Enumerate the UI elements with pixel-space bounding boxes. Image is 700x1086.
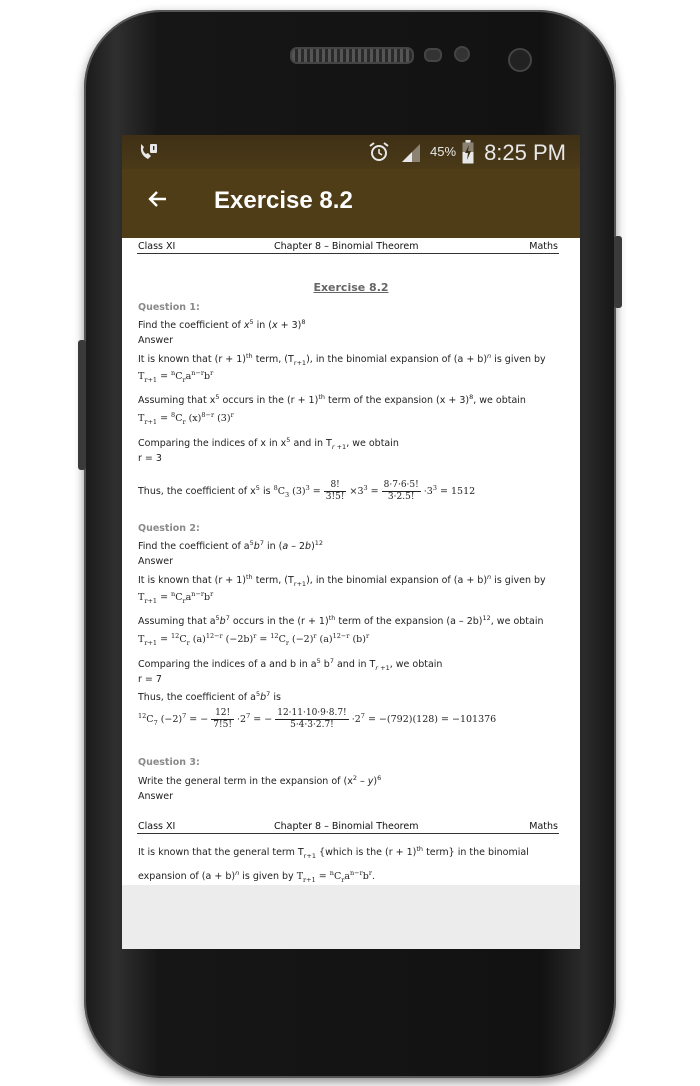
answer-3-label: Answer xyxy=(138,791,173,802)
app-bar xyxy=(122,169,580,238)
call-voicemail-icon xyxy=(138,143,158,161)
proximity-sensor xyxy=(424,48,442,62)
status-bar xyxy=(122,135,580,169)
q1-compare-line: Comparing the indices of x in $x^5$ and in $T_{r +1}$, we obtain xyxy=(138,436,399,452)
question-1-label: Question 1: xyxy=(138,302,200,313)
doc-header-chapter: Chapter 8 – Binomial Theorem xyxy=(274,241,419,252)
doc-header-chapter-2: Chapter 8 – Binomial Theorem xyxy=(274,821,419,832)
exercise-title: Exercise 8.2 xyxy=(313,281,389,294)
doc-header xyxy=(137,241,559,254)
question-2-text: Find the coefficient of $a^5b^7$ in (a – 2b)$^{12}$ xyxy=(138,539,324,553)
light-sensor xyxy=(454,46,470,62)
doc-header-class: Class XI xyxy=(138,241,176,252)
q1-result-line: Thus, the coefficient of $x^5$ is $^8C_3$ $(3)^3$ = $\frac{8!}{3!5!}$ $\times 3^3$ = $\frac{8\cdot 7\cdot 6\cdot 5!}{3\cdot 2.5!}$ $\cdot 3^3 = 1512$ xyxy=(138,480,476,502)
q1-known-line: It is known that $(r + 1)^{th}$ term, $(T_{r+1})$, in the binomial expansion of $(a + b)^n$ is given by xyxy=(138,352,546,368)
question-2-label: Question 2: xyxy=(138,523,200,534)
screen xyxy=(122,135,580,949)
battery-percent: 45% xyxy=(430,144,457,159)
answer-2-label: Answer xyxy=(138,556,173,567)
q2-assume-line: Assuming that $a^5b^7$ occurs in the $(r + 1)^{th}$ term of the expansion (a – 2b)$^{12}$, we obtain xyxy=(138,614,544,628)
question-3-text: Write the general term in the expansion of $(x^2 - y)^6$ xyxy=(138,774,382,788)
power-button xyxy=(614,236,622,308)
doc-header-page-2 xyxy=(137,821,559,834)
signal-icon xyxy=(400,142,422,162)
q2-compare-line: Comparing the indices of a and b in $a^5$ $b^7$ and in $T_{r +1}$, we obtain xyxy=(138,657,443,673)
alarm-icon xyxy=(368,141,390,163)
front-camera xyxy=(508,48,532,72)
q1-r-value: r = 3 xyxy=(138,453,162,464)
q1-term-formula: $T_{r+1} = ^8C_r$ $(x)^{8-r}$ $(3)^r$ xyxy=(138,411,234,427)
answer-1-label: Answer xyxy=(138,335,173,346)
doc-header-subject-2: Maths xyxy=(529,821,558,832)
clock: 8:25 PM xyxy=(484,140,566,165)
volume-button xyxy=(78,340,86,470)
q2-term-formula: $T_{r+1} = ^{12}C_r$ $(a)^{12-r}$ $(-2b)^r = ^{12}C_r$ $(-2)^r$ $(a)^{12-r}$ $(b)^r$ xyxy=(138,632,370,648)
question-3-label: Question 3: xyxy=(138,757,200,768)
page2-line-2: expansion of $(a + b)^n$ is given by $T_{r+1} = ^nC_ra^{n-r}b^r$. xyxy=(138,869,375,885)
q2-result-formula: $^{12}C_7$ $(-2)^7$ = − $\frac{12!}{7!5!}$ $\cdot 2^7$ = − $\frac{12\cdot 11\cdot 10\cdot 9\cdot 8.7!}{5\cdot 4\cdot 3\cdot 2.7!}$ $\cdot 2^7 = -(792)(128) = -101376$ xyxy=(138,708,497,730)
page-title: Exercise 8.2 xyxy=(214,187,353,214)
q2-general-term-formula: $T_{r+1} = ^nC_ra^{n-r}b^r$ xyxy=(138,590,214,606)
earpiece-speaker xyxy=(290,47,414,64)
q2-r-value: r = 7 xyxy=(138,674,162,685)
doc-header-class-2: Class XI xyxy=(138,821,176,832)
q1-assume-line: Assuming that $x^5$ occurs in the $(r + 1)^{th}$ term of the expansion $(x + 3)^8$, we obtain xyxy=(138,393,526,407)
document-page[interactable] xyxy=(122,238,580,885)
q2-thus-line: Thus, the coefficient of $a^5b^7$ is xyxy=(138,690,281,704)
page2-line-1: It is known that the general term $T_{r+1}$ {which is the $(r + 1)^{th}$ term} in the binomial xyxy=(138,845,529,861)
doc-header-subject: Maths xyxy=(529,241,558,252)
question-1-text: Find the coefficient of $x^5$ in $(x + 3)^8$ xyxy=(138,318,306,332)
back-arrow-icon[interactable] xyxy=(146,187,170,217)
battery-charging-icon xyxy=(462,140,474,164)
page-gap xyxy=(122,885,580,949)
q2-known-line: It is known that $(r + 1)^{th}$ term, $(T_{r+1})$, in the binomial expansion of $(a + b)^n$ is given by xyxy=(138,573,546,589)
q1-general-term-formula: $T_{r+1} = ^nC_ra^{n-r}b^r$ xyxy=(138,369,214,385)
